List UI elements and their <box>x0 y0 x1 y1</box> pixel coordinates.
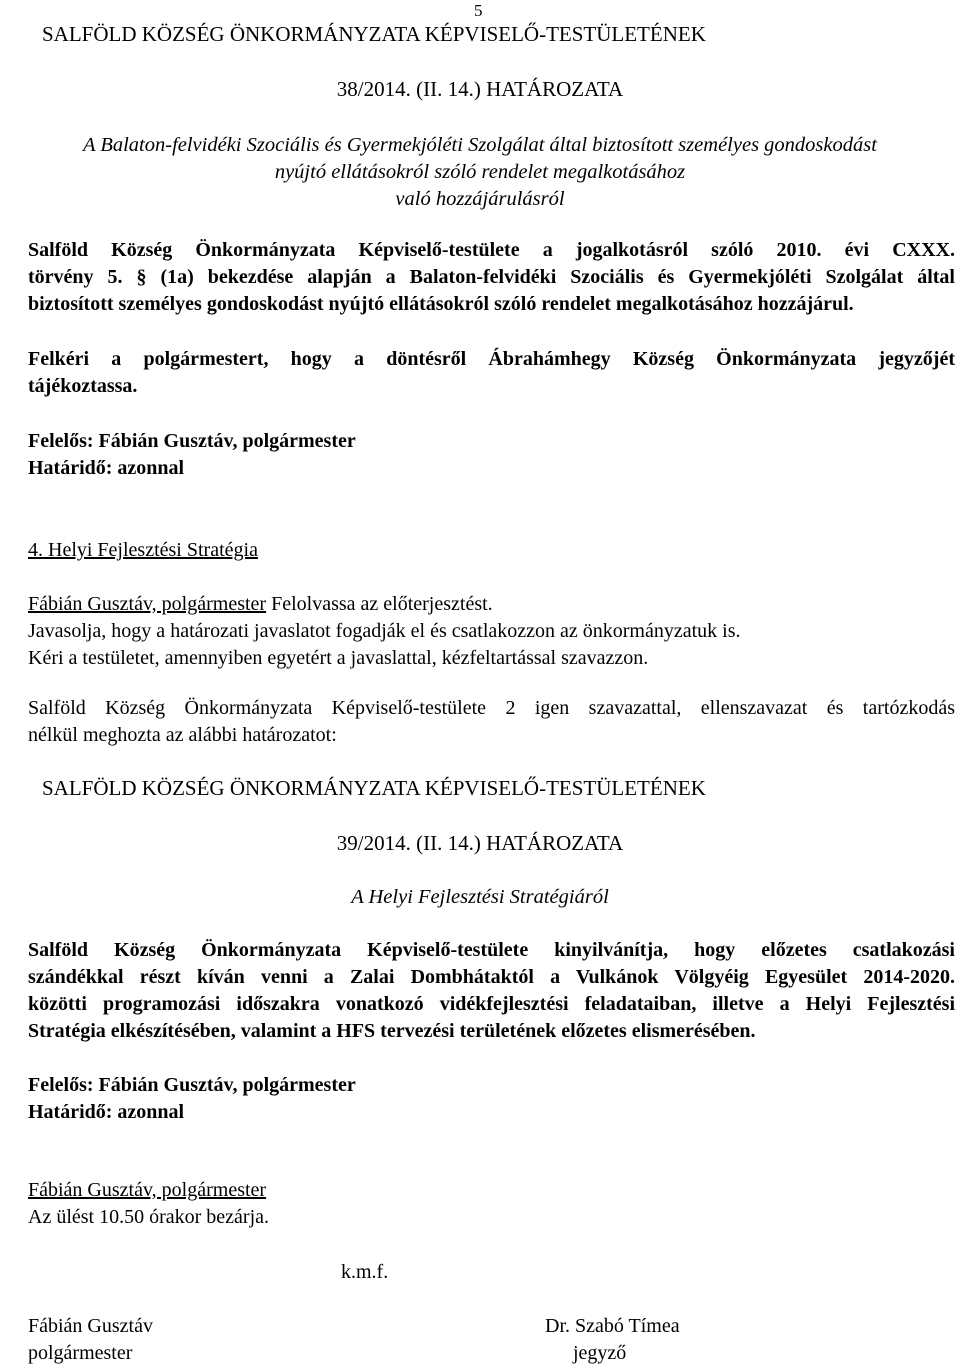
resolution-2-responsible: Felelős: Fábián Gusztáv, polgármester <box>28 1074 356 1096</box>
resolution-2-subject: A Helyi Fejlesztési Stratégiáról <box>351 886 609 908</box>
body-line: Salföld Község Önkormányzata Képviselő-testülete kinyilvánítja, hogy előzetes csatlakozási <box>28 939 955 961</box>
body-line: Salföld Község Önkormányzata Képviselő-testülete a jogalkotásról szóló 2010. évi CXXX. <box>28 239 955 261</box>
vote-line: Salföld Község Önkormányzata Képviselő-testülete 2 igen szavazattal, ellenszavazat és tartózkodás <box>28 697 955 719</box>
resolution-2-header: SALFÖLD KÖZSÉG ÖNKORMÁNYZATA KÉPVISELŐ-TESTÜLETÉNEK <box>42 776 706 800</box>
resolution-1-header: SALFÖLD KÖZSÉG ÖNKORMÁNYZATA KÉPVISELŐ-TESTÜLETÉNEK <box>42 22 706 46</box>
agenda-line: Kéri a testületet, amennyiben egyetért a javaslattal, kézfeltartással szavazzon. <box>28 647 649 669</box>
resolution-1-deadline: Határidő: azonnal <box>28 457 185 479</box>
body-line: Stratégia elkészítésében, valamint a HFS tervezési területének előzetes elismerésében. <box>28 1020 756 1042</box>
signature-name: Fábián Gusztáv <box>28 1315 153 1337</box>
signature-title: jegyző <box>573 1342 627 1364</box>
signature-title: polgármester <box>28 1342 133 1364</box>
agenda-line: Javasolja, hogy a határozati javaslatot fogadják el és csatlakozzon az önkormányzatuk is. <box>28 620 741 642</box>
vote-line: nélkül meghozta az alábbi határozatot: <box>28 724 337 746</box>
subject-line: való hozzájárulásról <box>395 188 565 210</box>
subject-line: A Balaton-felvidéki Szociális és Gyermekjóléti Szolgálat által biztosított személyes gondoskodást <box>83 134 877 156</box>
body-line: biztosított személyes gondoskodást nyújtó ellátásokról szóló rendelet megalkotásához hozzájárul. <box>28 293 854 315</box>
resolution-2-deadline: Határidő: azonnal <box>28 1101 185 1123</box>
request-line: Felkéri a polgármestert, hogy a döntésről Ábrahámhegy Község Önkormányzata jegyzőjét <box>28 348 955 370</box>
kmf-label: k.m.f. <box>341 1261 389 1283</box>
resolution-1-responsible: Felelős: Fábián Gusztáv, polgármester <box>28 430 356 452</box>
reader-name: Fábián Gusztáv, polgármester <box>28 593 267 615</box>
body-line: szándékkal részt kíván venni a Zalai Dombhátaktól a Vulkánok Völgyéig Egyesület 2014-2020. <box>28 966 955 988</box>
body-line: törvény 5. § (1a) bekezdése alapján a Balaton-felvidéki Szociális és Gyermekjóléti Szolgálat által <box>28 266 955 288</box>
agenda-heading: 4. Helyi Fejlesztési Stratégia <box>28 539 258 561</box>
agenda-reader <box>28 594 493 614</box>
signature-name: Dr. Szabó Tímea <box>545 1315 680 1337</box>
body-line: közötti programozási időszakra vonatkozó vidékfejlesztési feladataiban, illetve a Helyi Fejlesztési <box>28 993 955 1015</box>
reader-text: Felolvassa az előterjesztést. <box>266 593 493 615</box>
subject-line: nyújtó ellátásokról szóló rendelet megalkotásához <box>274 161 686 183</box>
resolution-1-number: 38/2014. (II. 14.) HATÁROZATA <box>336 77 624 101</box>
closing-text: Az ülést 10.50 órakor bezárja. <box>28 1206 270 1228</box>
page-number: 5 <box>474 1 483 20</box>
resolution-2-number: 39/2014. (II. 14.) HATÁROZATA <box>336 831 624 855</box>
request-line: tájékoztassa. <box>28 375 138 397</box>
closing-name-title: Fábián Gusztáv, polgármester <box>28 1179 267 1201</box>
